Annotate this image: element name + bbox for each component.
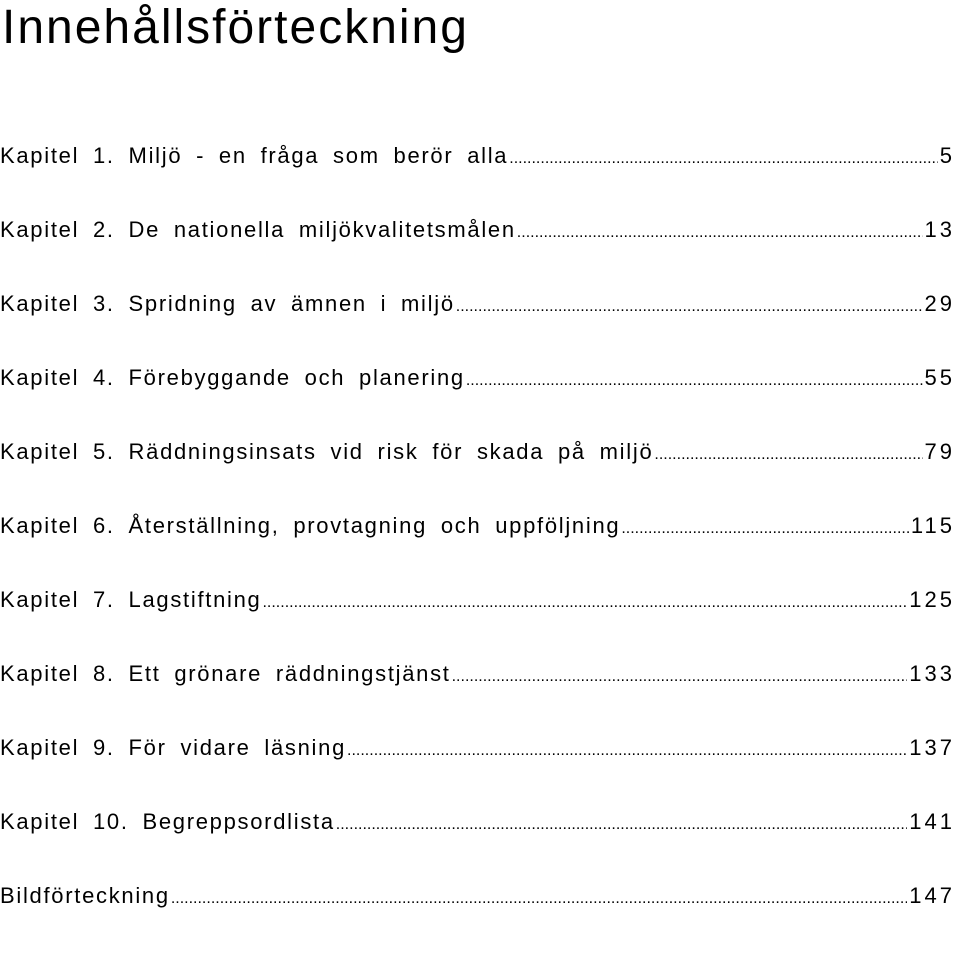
toc-entry-label: Kapitel 2. De nationella miljökvalitetsmålen xyxy=(0,217,516,242)
dot-leader xyxy=(466,363,923,396)
toc-entry-bildforteckning xyxy=(0,881,955,955)
toc-page-number: 137 xyxy=(909,735,955,760)
toc-entry-kapitel-8 xyxy=(0,659,955,733)
dot-leader xyxy=(509,141,938,174)
toc-entry-kapitel-4 xyxy=(0,363,955,437)
toc-entry-label: Kapitel 8. Ett grönare räddningstjänst xyxy=(0,661,451,686)
toc-page-number: 79 xyxy=(924,439,955,464)
toc-page-number: 5 xyxy=(939,143,955,168)
toc-page-number: 141 xyxy=(909,809,955,834)
dot-leader xyxy=(347,733,907,766)
toc-entry-kapitel-10 xyxy=(0,807,955,881)
dot-leader xyxy=(171,881,907,914)
dot-leader xyxy=(517,215,923,248)
toc-page-number: 125 xyxy=(909,587,955,612)
toc-entry-kapitel-5 xyxy=(0,437,955,511)
toc-list xyxy=(0,141,955,955)
toc-page-number: 115 xyxy=(910,513,955,538)
toc-page-number: 13 xyxy=(924,217,955,242)
toc-entry-kapitel-7 xyxy=(0,585,955,659)
page-title: Innehållsförteckning xyxy=(2,1,469,54)
toc-entry-kapitel-2 xyxy=(0,215,955,289)
toc-entry-label: Kapitel 3. Spridning av ämnen i miljö xyxy=(0,291,455,316)
toc-entry-label: Bildförteckning xyxy=(0,883,170,908)
toc-entry-label: Kapitel 10. Begreppsordlista xyxy=(0,809,335,834)
dot-leader xyxy=(654,437,922,470)
toc-entry-label: Kapitel 4. Förebyggande och planering xyxy=(0,365,465,390)
toc-page-number: 29 xyxy=(924,291,955,316)
dot-leader xyxy=(456,289,923,322)
toc-entry-kapitel-3 xyxy=(0,289,955,363)
toc-entry-label: Kapitel 6. Återställning, provtagning och uppföljning xyxy=(0,513,621,538)
toc-page-number: 55 xyxy=(924,365,955,390)
toc-page-number: 147 xyxy=(909,883,955,908)
toc-page-number: 133 xyxy=(909,661,955,686)
dot-leader xyxy=(452,659,908,692)
toc-entry-kapitel-9 xyxy=(0,733,955,807)
toc-entry-kapitel-1 xyxy=(0,141,955,215)
dot-leader xyxy=(621,511,909,544)
dot-leader xyxy=(262,585,907,618)
toc-entry-kapitel-6 xyxy=(0,511,955,585)
toc-entry-label: Kapitel 5. Räddningsinsats vid risk för skada på miljö xyxy=(0,439,654,464)
dot-leader xyxy=(336,807,908,840)
toc-entry-label: Kapitel 7. Lagstiftning xyxy=(0,587,262,612)
toc-entry-label: Kapitel 1. Miljö - en fråga som berör alla xyxy=(0,143,509,168)
toc-entry-label: Kapitel 9. För vidare läsning xyxy=(0,735,347,760)
